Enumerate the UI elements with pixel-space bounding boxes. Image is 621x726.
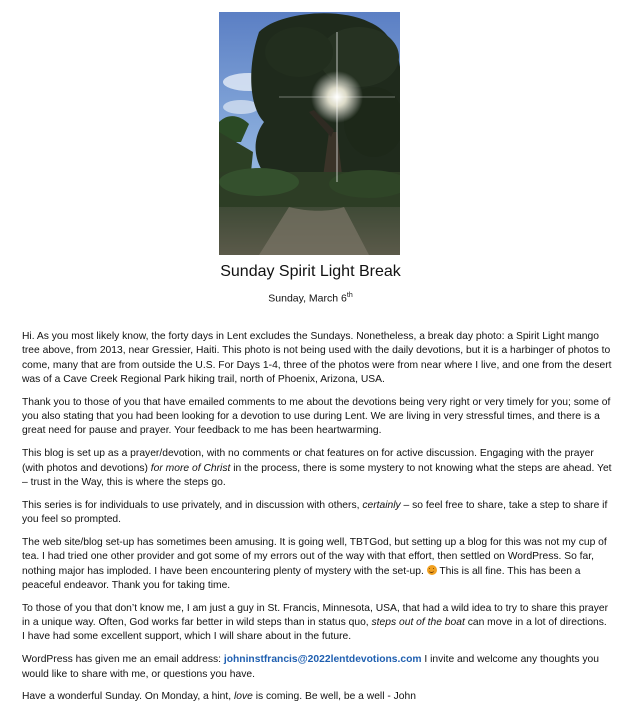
emphasis-text: steps out of the boat	[371, 617, 465, 629]
post-date-suffix: th	[346, 292, 353, 299]
text-span: in the process, there is some mystery to not knowing what the steps are ahead. Yet – trust in the Way, this is where the steps go.	[22, 462, 612, 488]
paragraph-closing	[22, 690, 612, 704]
email-link[interactable]: johninstfrancis@2022lentdevotions.com	[223, 654, 422, 666]
paragraph-about-me	[22, 602, 612, 645]
text-span: I invite and welcome any thoughts you would like to share with me, or questions you have.	[22, 654, 600, 680]
post-title: Sunday Spirit Light Break	[220, 263, 401, 280]
text-span: – so feel free to share, take a step to share if you feel so prompted.	[22, 499, 608, 526]
paragraph-thanks: Thank you to those of you that have emailed comments to me about the devotions being very right or very timely for you; some of you also stating that you had been looking for a devotion to use during Lent. We are living in very stressful times, and there is a great need for pause and prayer. Your feedback to me has been heartwarming.	[22, 396, 611, 437]
text-span: WordPress has given me an email address:	[22, 654, 224, 666]
text-span: This is all fine. This has been a peaceful endeavor. Thank you for taking time.	[22, 565, 581, 591]
paragraph-series	[22, 499, 612, 528]
text-span: is coming. Be well, be a well - John	[252, 691, 416, 703]
emphasis-text: love	[233, 691, 253, 703]
mango-tree-image	[219, 12, 400, 255]
post-date	[0, 292, 621, 305]
paragraph-blog-setup	[22, 447, 612, 490]
post-body	[22, 330, 612, 713]
text-span: can move in a lot of directions. I have had some excellent support, which I will share about in the future.	[22, 617, 607, 643]
post-date-text: Sunday, March 6	[268, 292, 347, 305]
text-span: Have a wonderful Sunday. On Monday, a hint,	[22, 691, 234, 703]
mango-tree-photo	[219, 12, 400, 255]
text-span: The web site/blog set-up has sometimes been amusing. It is going well, TBTGod, but setting up a blog for this was not my cup of tea. I had tried one other provider and got some of my errors out of the way with that effort, then settled on WordPress. So far, nothing major has imploded. I have been encountering plenty of mystery with the set-up.	[22, 536, 607, 577]
text-span: To those of you that don’t know me, I am just a guy in St. Francis, Minnesota, USA, that had a wild idea to try to share this prayer in a unique way. Often, God works far better in wild steps than in status quo,	[22, 602, 609, 629]
text-span: This blog is set up as a prayer/devotion, with no comments or chat features on for active discussion. Engaging with the prayer (with photos and devotions)	[22, 448, 594, 474]
emphasis-text: for more of Christ	[150, 462, 231, 474]
smiley-icon	[427, 565, 437, 575]
emphasis-text: certainly	[362, 499, 401, 511]
paragraph-website	[22, 536, 612, 593]
paragraph-email	[22, 653, 612, 682]
text-span: This series is for individuals to use privately, and in discussion with others,	[22, 499, 363, 511]
paragraph-intro: Hi. As you most likely know, the forty days in Lent excludes the Sundays. Nonetheless, a break day photo: a Spirit Light mango tree above, from 2013, near Gressier, Haiti. This photo is not being used with the daily devotions, but it is a harbinger of photos to come, many that are from outside the U.S. For Days 1-4, three of the photos were from near where I live, and one from the desert was of a Cave Creek Regional Park hiking trail, north of Phoenix, Arizona, USA.	[22, 331, 612, 385]
